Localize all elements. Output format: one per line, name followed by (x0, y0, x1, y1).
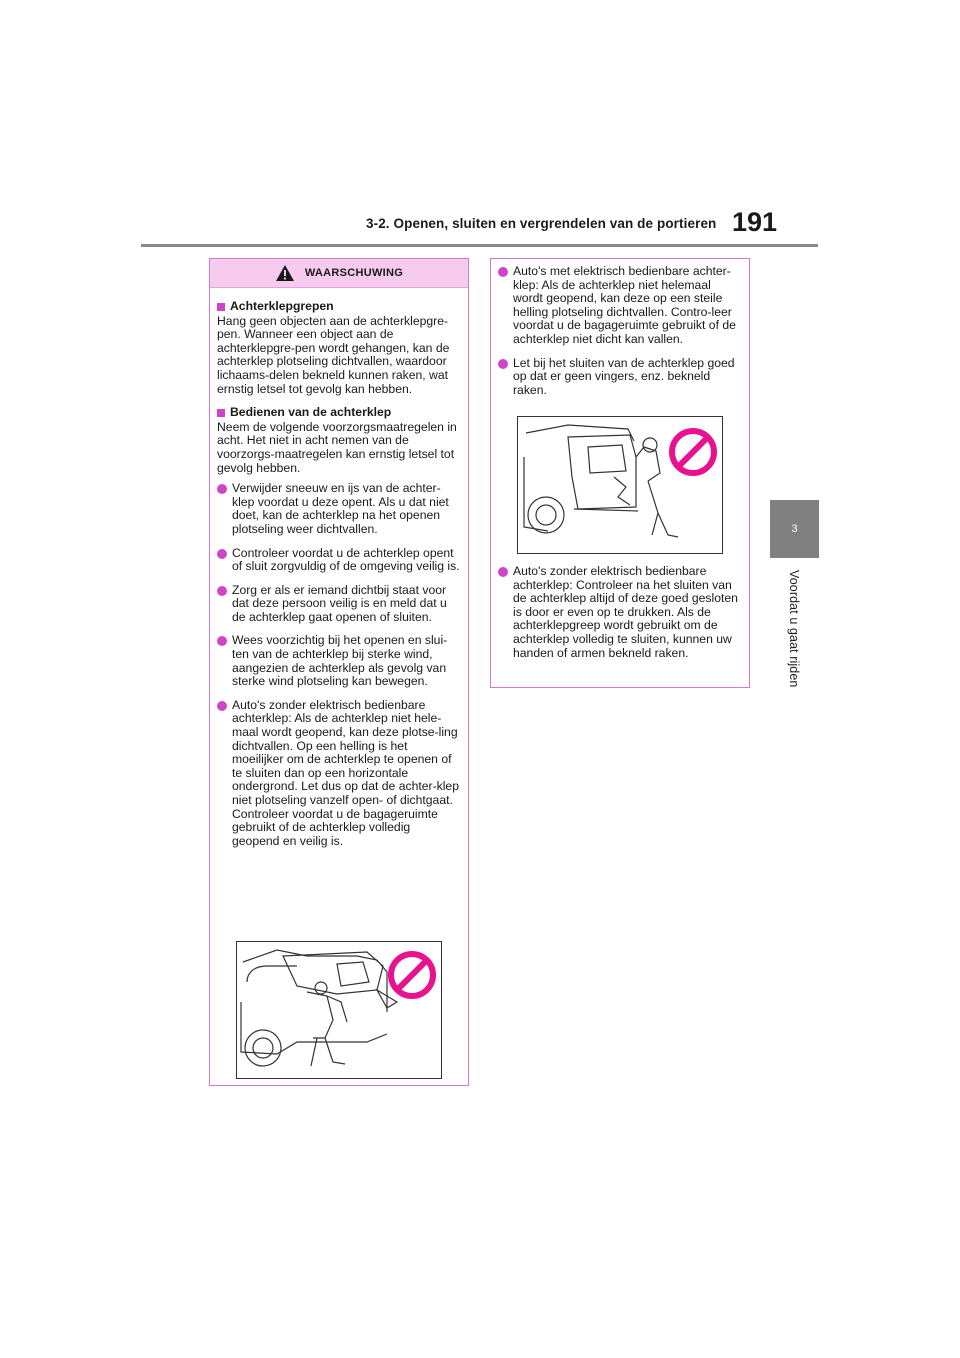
bullet-dot-icon (217, 586, 227, 596)
section-body: Neem de volgende voorzorgsmaatregelen in acht. Het niet in acht nemen van de voorzorgs-maatregelen kan ernstig letsel tot gevolg hebben. (217, 419, 457, 475)
square-bullet-icon (217, 409, 225, 417)
list-item-text: Let bij het sluiten van de achterklep goed op dat er geen vingers, enz. bekneld raken. (513, 355, 735, 397)
section-heading-text: Bedienen van de achterklep (230, 405, 392, 420)
bullet-dot-icon (498, 567, 508, 577)
bullet-dot-icon (498, 267, 508, 277)
header-rule (141, 244, 818, 247)
list-item-text: Auto's met elektrisch bedienbare achter-klep: Als de achterklep niet helemaal wordt geopend, kan deze op een steile helling plotseling dichtvallen. Contro-leer voordat u de bagageruimte gebruikt of de achterklep niet dicht kan vallen. (513, 264, 736, 346)
warning-heading (210, 259, 468, 288)
square-bullet-icon (217, 303, 225, 311)
page-number: 191 (732, 207, 778, 237)
bullet-dot-icon (217, 484, 227, 494)
list-item (217, 634, 460, 688)
prohibition-sign-icon (668, 427, 718, 477)
list-item (217, 482, 460, 536)
section-heading (217, 300, 460, 314)
list-item-text: Auto's zonder elektrisch bedienbare achterklep: Controleer na het sluiten van de achterklep altijd of deze goed gesloten is door er even op te drukken. Als de achterklepgreep wordt gebruikt om de achterklep volledig te sluiten, kunnen uw handen of armen bekneld raken. (513, 564, 738, 660)
list-item (498, 357, 741, 398)
section-title: 3-2. Openen, sluiten en vergrendelen van de portieren (366, 216, 717, 231)
list-item-text: Auto's zonder elektrisch bedienbare achterklep: Als de achterklep niet hele-maal wordt geopend, kan deze plotse-ling dichtvallen. Op een helling is het moeilijker om de achterklep te openen of te sluiten dan op een horizontale ondergrond. Let dus op dat de achter-klep niet plotseling vanzelf open- of dichtgaat. Controleer voordat u de bagageruimte gebruikt of de achterklep volledig geopend en veilig is. (232, 697, 459, 848)
warning-triangle-icon (275, 264, 295, 282)
list-item-text: Wees voorzichtig bij het openen en slui-ten van de achterklep bij sterke wind, aangezien de achterklep als gevolg van sterke wind plotseling kan bewegen. (232, 633, 448, 689)
list-item (498, 565, 741, 660)
list-item (217, 547, 460, 574)
warning-box-right (490, 258, 750, 688)
chapter-label: Voordat u gaat rijden (787, 570, 801, 688)
list-item (498, 265, 741, 347)
list-item-text: Verwijder sneeuw en ijs van de achter-klep voordat u deze opent. Als u dat niet doet, kan de achterklep na het openen plotseling weer dichtvallen. (232, 481, 449, 536)
bullet-dot-icon (217, 701, 227, 711)
chapter-tab: 3 (770, 500, 819, 558)
illustration-person-under-tailgate (236, 941, 442, 1079)
prohibition-sign-icon (387, 950, 437, 1000)
list-item (217, 584, 460, 625)
list-item-text: Controleer voordat u de achterklep opent of sluit zorgvuldig of de omgeving veilig is. (232, 545, 460, 574)
bullet-dot-icon (217, 636, 227, 646)
warning-label: WAARSCHUWING (304, 267, 404, 279)
warning-box-left (209, 258, 469, 1086)
section-body: Hang geen objecten aan de achterklepgre-pen. Wanneer een object aan de achterklepgre-pen wordt gehangen, kan de achterklep plotseling dichtvallen, waardoor lichaams-delen bekneld kunnen raken, wat ernstig letsel tot gevolg kan hebben. (217, 313, 450, 396)
list-item (217, 699, 460, 849)
list-item-text: Zorg er als er iemand dichtbij staat voor dat deze persoon veilig is en meld dat u de achterklep gaat openen of sluiten. (232, 582, 447, 624)
bullet-dot-icon (498, 359, 508, 369)
section-heading-text: Achterklepgrepen (230, 299, 334, 313)
bullet-dot-icon (217, 549, 227, 559)
section-heading (217, 406, 460, 420)
illustration-fingers-pinched (517, 416, 723, 554)
